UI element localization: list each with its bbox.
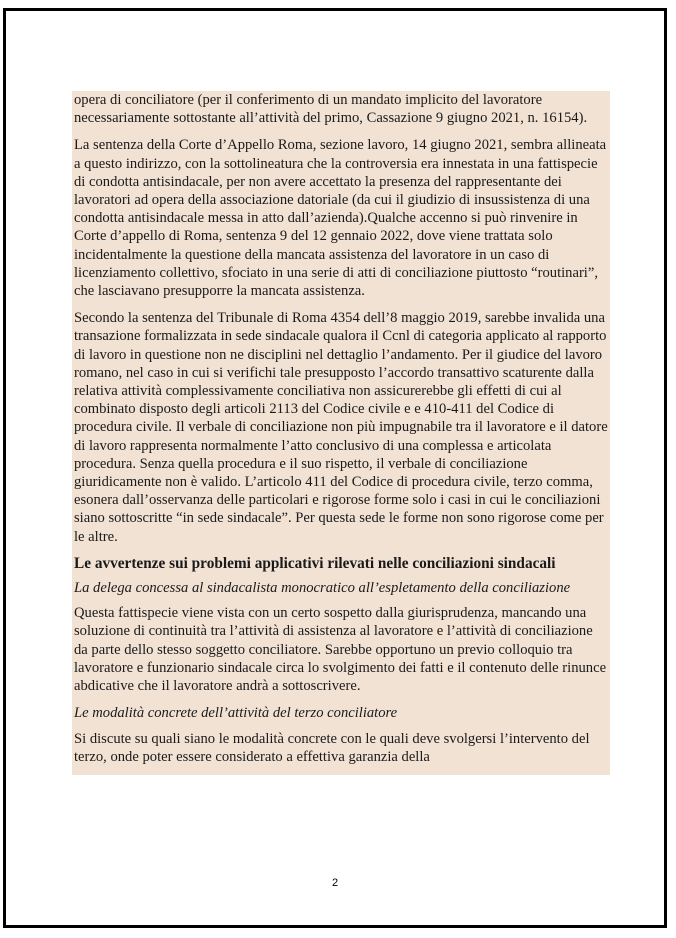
paragraph-tribunale-roma: Secondo la sentenza del Tribunale di Roma 4354 dell’8 maggio 2019, sarebbe invalida una transazione formalizzata in sede sindacale qualora il Ccnl di categoria applicato al rapporto di lavoro in questione non ne disciplini nel dettaglio l’andamento. Per il giudice del lavoro romano, nel caso in cui si verifichi tale presupposto l’accordo transattivo scaturente dalla relativa attività complessivamente conciliativa non assicurerebbe gli effetti di cui al combinato disposto degli articoli 2113 del Codice civile e e 410-411 del Codice di procedura civile. Il verbale di conciliazione non più impugnabile tra il lavoratore e il datore di lavoro rappresenta normalmente l’atto conclusivo di una complessa e articolata procedura. Senza quella procedura e il suo rispetto, il verbale di conciliazione giuridicamente non è valido. L’articolo 411 del Codice di procedura civile, terzo comma, esonera dall’osservanza delle particolari e rigorose forme solo i casi in cui le conciliazioni siano sottoscritte “in sede sindacale”. Per questa sede le forme non sono rigorose come per le altre. <box>74 310 608 545</box>
subheading-delega-sindacalista: La delega concessa al sindacalista monocratico all’espletamento della conciliazione <box>74 580 571 597</box>
paragraph-corte-appello-roma: La sentenza della Corte d’Appello Roma, sezione lavoro, 14 giugno 2021, sembra allineata a questo indirizzo, con la sottolineatura che la controversia era innestata in una fattispecie di condotta antisindacale, per non avere accettato la presenza del rappresentante dei lavoratori ad opera della associazione datoriale (da cui il giudizio di insussistenza di una condotta antisindacale messa in atto dall’azienda).Qualche accenno si può rinvenire in Corte d’appello di Roma, sentenza 9 del 12 gennaio 2022, dove viene trattata solo incidentalmente la questione della mancata assistenza del lavoratore in un caso di licenziamento collettivo, sfociato in una serie di atti di conciliazione piuttosto “routinari”, che lasciavano presupporre la mancata assistenza. <box>74 137 607 300</box>
paragraph-intervento-terzo: Si discute su quali siano le modalità concrete con le quali deve svolgersi l’intervento del terzo, onde poter essere considerato a effettiva garanzia della <box>74 730 590 765</box>
paragraph-fattispecie-sospetto: Questa fattispecie viene vista con un certo sospetto dalla giurisprudenza, mancando una soluzione di continuità tra l’attività di assistenza al lavoratore e l’attività di conciliazione da parte dello stesso soggetto conciliatore. Sarebbe opportuno un previo colloquio tra lavoratore e funzionario sindacale circa lo svolgimento dei fatti e il contenuto delle rinunce abdicative che il lavoratore andrà a sottoscrivere. <box>74 605 607 695</box>
section-heading-avvertenze: Le avvertenze sui problemi applicativi rilevati nelle conciliazioni sindacali <box>74 554 556 572</box>
document-page <box>3 8 667 928</box>
page-number: 2 <box>331 877 339 889</box>
subheading-modalita-concrete: Le modalità concrete dell’attività del terzo conciliatore <box>74 705 398 722</box>
highlighted-text-block <box>72 91 610 775</box>
paragraph-conciliator-mandate: opera di conciliatore (per il conferimento di un mandato implicito del lavoratore necessariamente sottostante all’attività del primo, Cassazione 9 giugno 2021, n. 16154). <box>74 92 588 127</box>
